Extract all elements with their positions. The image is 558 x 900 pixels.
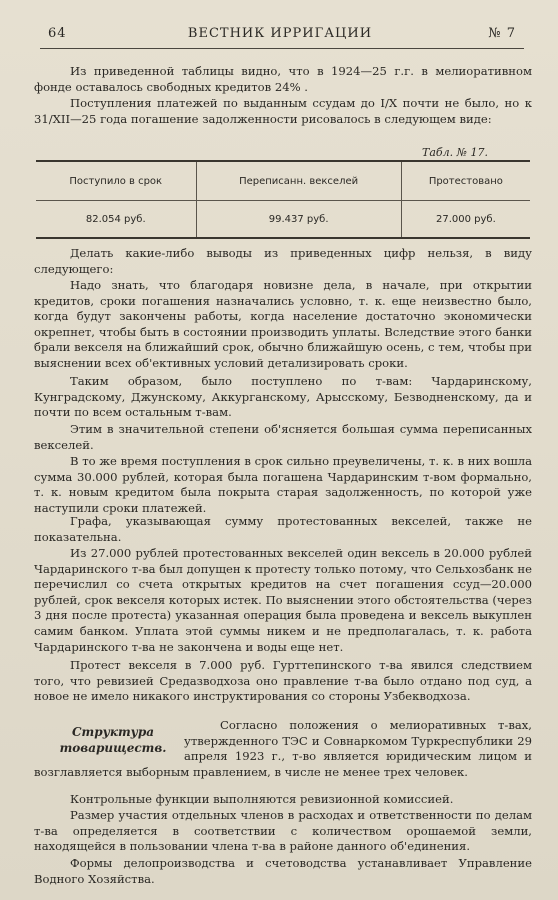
paragraph-novelty: Надо знать, что благодаря новизне дела, в начале, при открытии кредитов, сроки погашения назначались условно, т. к. еще неизвестно было, когда будут закончены работы, когда население достаточно экономически окрепнет, чтобы быть в состоянии производить уплаты. Вследствие этого банки брали векселя на ближайший срок, обычно ближайшую осень, с тем, чтобы при выяснении всех об'ективных условий детализировать сроки. — [34, 278, 532, 370]
paragraph-table-summary: Из приведенной таблицы видно, что в 1924—25 г.г. в мелиоративном фонде оставалось свободных кредитов 24% . — [34, 64, 532, 94]
header-rule — [40, 48, 524, 49]
paragraph-societies: Таким образом, было поступлено по т-вам: Чардаринскому, Кунградскому, Джунскому, Аккурганскому, Арысскому, Безводненскому, да и почти по всем остальным т-вам. — [34, 374, 532, 420]
paragraph-protested: Графа, указывающая сумму протестованных векселей, также не показательна. — [34, 514, 532, 544]
payments-table — [36, 160, 530, 239]
paragraph-control: Контрольные функции выполняются ревизионной комиссией. — [70, 792, 454, 806]
table-header-cell: Протестовано — [401, 161, 530, 201]
table-label: Табл. № 17. — [421, 146, 488, 159]
side-heading-space — [34, 718, 184, 764]
issue-number: № 7 — [488, 26, 516, 41]
table-header-cell: Поступило в срок — [69, 175, 163, 187]
table-header-cell: Переписанн. векселей — [196, 161, 401, 201]
paragraph-payments: Поступления платежей по выданным ссудам до I/X почти не было, но к 31/XII—25 года погашение задолженности рисовалось в следующем виде: — [34, 96, 532, 126]
paragraph-overstated: В то же время поступления в срок сильно преувеличены, т. к. в них вошла сумма 30.000 рублей, которая была погашена Чардаринским т-вом формально, т. к. новым кредитом была покрыта старая задолженность, по которой уже наступили сроки платежей. — [34, 454, 532, 515]
table-header-row — [36, 161, 530, 201]
side-heading: Структура товариществ. — [59, 725, 167, 755]
journal-title: ВЕСТНИК ИРРИГАЦИИ — [187, 26, 373, 41]
page-header — [44, 26, 516, 46]
paragraph-conclusions: Делать какие-либо выводы из приведенных цифр нельзя, в виду следующего: — [34, 246, 532, 276]
paragraph-rewritten: Этим в значительной степени об'ясняется большая сумма переписанных векселей. — [34, 422, 532, 452]
paragraph-structure — [34, 718, 532, 780]
page-number: 64 — [48, 26, 67, 41]
paragraph-protest-details: Из 27.000 рублей протестованных векселей один вексель в 20.000 рублей Чардаринского т-ва был допущен к протесту только потому, что Сельхозбанк не перечислил со счета открытых кредитов на счет погашения ссуд—20.000 рублей, срок векселя которых истек. По выяснении этого обстоятельства (через 3 дня после протеста) указанная операция была проведена и вексель выкуплен самим банком. Уплата этой суммы никем и не предполагалась, т. к. работа Чардаринского т-ва не закончена и воды еще нет. — [34, 546, 532, 654]
paragraph-structure-text: Согласно положения о мелиоративных т-вах, утвержденного ТЭС и Совнаркомом Туркреспублики 29 апреля 1923 г., т-во является юридическим лицом и возглавляется выборным правлением, в числе не менее трех человек. — [34, 718, 532, 779]
paragraph-participation: Размер участия отдельных членов в расходах и ответственности по делам т-ва определяется в соответствии с количеством орошаемой земли, находящейся в пользовании члена т-ва в районе данного об'единения. — [34, 808, 532, 854]
paragraph-gurttepa: Протест векселя в 7.000 руб. Гурттепинского т-ва явился следствием того, что ревизией Средазводхоза оно правление т-ва было отдано под суд, а новое не имело никакого инструктирования со стороны Узбекводхоза. — [34, 658, 532, 704]
paragraph-forms: Формы делопроизводства и счетоводства устанавливает Управление Водного Хозяйства. — [34, 856, 532, 886]
table-cell: 82.054 руб. — [85, 213, 146, 225]
table-cell: 99.437 руб. — [196, 201, 401, 239]
table-cell: 27.000 руб. — [401, 201, 530, 239]
table-row — [36, 201, 530, 239]
